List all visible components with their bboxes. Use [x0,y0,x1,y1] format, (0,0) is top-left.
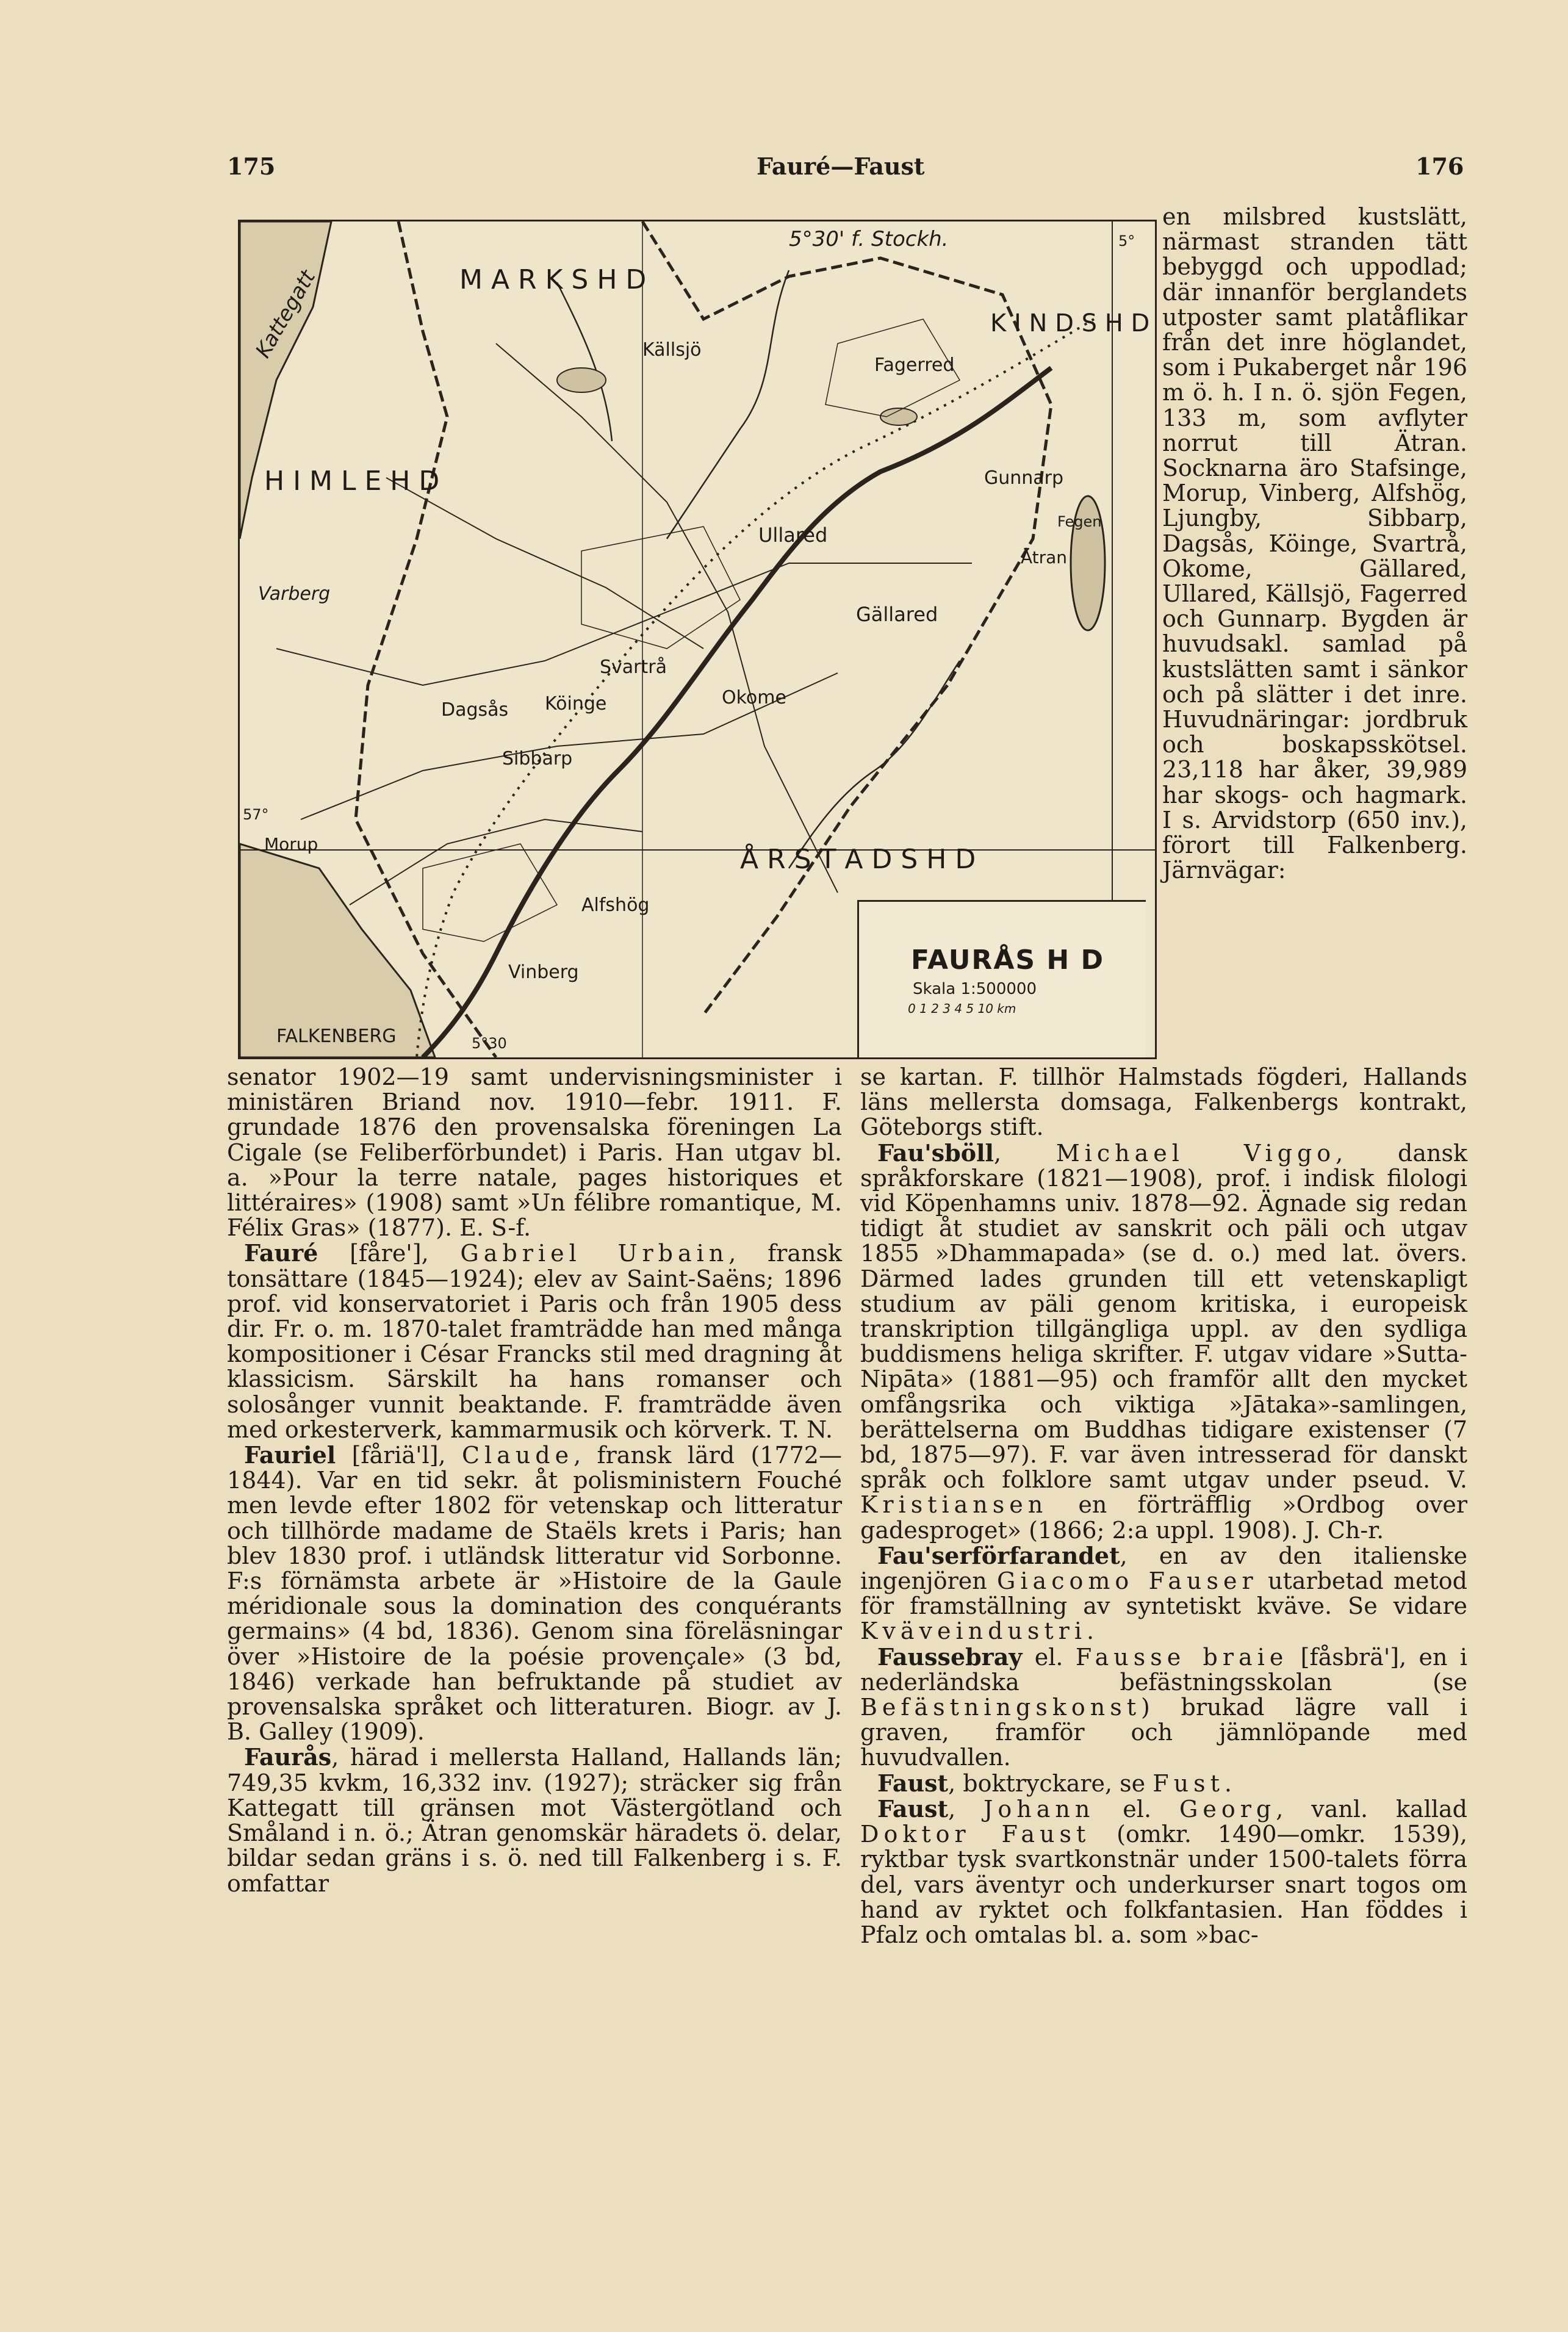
lake [557,368,606,392]
entry-headword: Faussebray [877,1643,1023,1671]
map-label-lon530: 5°30 [472,1035,507,1052]
page-title: Fauré—Faust [757,153,925,180]
fauras-continued-paragraph: en milsbred kustslätt, närmast stranden tätt bebyggd och uppodlad; där innanför berglandets utposter samt platåflikar från det inre höglandet, som i Pukaberget når 196 m ö. h. I n. ö. sjön Fegen, 133 m, som avflyter norrut till Ätran. Socknarna äro Stafsinge, Morup, Vinberg, Alfshög, Ljungby, Sibbarp, Dagsås, Köinge, Svartrå, Okome, Gällared, Ullared, Källsjö, Fagerred och Gunnarp. Bygden är huvudsakl. samlad på kustslätten samt i sänkor och på slätter i det inre. Huvudnäringar: jordbruk och boskapsskötsel. 23,118 har åker, 39,989 har skogs- och hagmark. I s. Arvidstorp (650 inv.), förort till Falkenberg. Järnvägar: [1162,203,1467,884]
entry-faussebray [860,1644,1467,1771]
entry-fauras [227,1744,842,1896]
map-label-koinge: Köinge [545,693,607,714]
road [496,344,838,893]
map-label-fagerred: Fagerred [874,354,955,376]
map-label-okome: Okome [722,687,786,708]
stream [667,270,789,539]
entry-pseudonym: Kristiansen [860,1491,1048,1519]
entry-headword: Faurås [244,1743,332,1771]
map-label-kattegatt: Kattegatt [251,266,321,362]
map-label-lon5: 5° [1118,232,1135,250]
left-column [227,1065,842,1896]
stream [557,283,612,441]
entry-alternate-name: Fausse braie [1075,1643,1289,1671]
entry-headword: Fau'sböll [877,1139,994,1167]
entry-headword: Fauriel [244,1441,336,1469]
entry-cross-reference: Fust [1153,1769,1225,1797]
entry-text-mid: el. [1095,1795,1179,1823]
entry-headword: Fau'serförfarandet [877,1541,1120,1569]
entry-text-end: . [1086,1618,1095,1645]
map-legend [857,900,1146,1057]
map-label-vinberg: Vinberg [508,962,579,983]
entry-nickname: Doktor Faust [860,1821,1091,1848]
entry-cross-reference: Befästningskonst [860,1694,1141,1721]
entry-text: , fransk lärd (1772—1844). Var en tid sekr. åt polisministern Fouché men levde efter 1802 för vetenskap och litteratur och tillhörde madame de Staëls krets i Paris; han blev 1830 prof. i utländsk litteratur vid Sorbonne. F:s förnämsta arbete är »Histoire de la Gaule méridionale sous la domination des conquérants germains» (4 bd, 1836). Genom sina föreläsningar över »Histoire de la poésie provençale» (3 bd, 1846) verkade han befruktande på studiet av provensalska språket och litteraturen. Biogr. av J. B. Galley (1909). [227,1442,842,1746]
map-scale-label: Skala 1:500000 [913,980,1037,998]
map-label-ullared: Ullared [758,524,828,547]
entry-headword: Faust [877,1794,949,1823]
map-label-himle: H I M L E H D [264,466,440,497]
entry-faust [860,1796,1467,1948]
entry-text: , en av den italienske ingenjören [860,1542,1467,1595]
map-label-gallared: Gällared [856,603,938,626]
entry-text-end: . [1224,1769,1232,1797]
road [386,478,703,649]
entry-text: , härad i mellersta Halland, Hallands län; 749,35 kvkm, 16,332 inv. (1927); sträcker sig från Kattegatt till gränsen mot Västergötland och Småland i n. ö.; Ätran genomskär häradets ö. delar, bildar sedan gräns i s. ö. ned till Falkenberg i s. F. omfattar [227,1744,842,1897]
entry-text: , boktryckare, se [948,1769,1153,1797]
map-label-alfshog: Alfshög [581,894,650,916]
map-scale-ticks: 0 1 2 3 4 5 10 km [908,1001,1016,1016]
map-label-top: 5°30' f. Stockh. [789,227,949,251]
entry-text-end: en förträfflig »Ordbog over gadesproget» (1866; 2:a uppl. 1908). J. Ch-r. [860,1491,1467,1544]
entry-person-name: Michael Viggo [1056,1139,1336,1167]
right-page-number: 176 [1415,153,1464,180]
entry-text: , fransk tonsättare (1845—1924); elev av Saint-Saëns; 1896 prof. vid konservatoriet i Paris och från 1905 dess dir. Fr. o. m. 1870-talet framträdde han med många kompositioner i César Francks stil med dragning åt klassicism. Särskilt ha hans romanser och solosånger vunnit beaktande. F. framträdde även med orkesterverk, kammarmusik och körverk. T. N. [227,1240,842,1443]
map-legend-title: FAURÅS H D [911,945,1105,976]
left-page-number: 175 [227,153,276,180]
right-column [860,1065,1467,1948]
entry-headword: Fauré [244,1239,318,1267]
entry-person-name: Claude [461,1442,574,1469]
map-label-kinds: K I N D S H D [990,309,1150,337]
entry-fausboll: Fau'sböll, Michael Viggo, dansk språkforskare (1821—1908), prof. i indisk filologi vid Köpenhamns univ. 1878—92. Ägnade sig redan tidigt åt studiet av sanskrit och päli och utgav 1855 »Dhammapada» (se d. o.) med lat. övers. Därmed lades grunden till ett vetenskapligt studium av päli genom kritiska, i europeisk transkription tillgängliga uppl. av den sydliga buddismens heliga skrifter. F. utgav vidare »Sutta-Nipāta» (1881—95) och framför allt den mycket omfångsrika och viktiga »Jātaka»-samlingen, berättelserna om Buddhas tidigare existenser (7 bd, 1875—97). F. var även intresserad för danskt språk och folklore samt utgav under pseud. V. Kristiansen en förträfflig »Ordbog over gadesproget» (1866; 2:a uppl. 1908). J. Ch-r. [860,1139,1467,1544]
map-label-svartra: Svartrå [600,657,667,678]
fauras-end-paragraph: se kartan. F. tillhör Halmstads fögderi, Hallands läns mellersta domsaga, Falkenbergs kontrakt, Göteborgs stift. [860,1063,1467,1141]
upland-hatch [423,844,557,941]
entry-headword: Faust [877,1769,949,1797]
map-label-varberg: Varberg [258,583,331,605]
entry-text-mid: [fåsbrä'], en i nederländska befästningsskolan (se [860,1643,1467,1696]
entry-pronunciation: [fåriä'l], [336,1442,462,1469]
entry-cross-reference: Kväveindustri [860,1618,1087,1645]
entry-person-name-alt: Georg [1179,1795,1276,1823]
entry-faust-printer [860,1771,1467,1796]
map-label-falkenberg: FALKENBERG [276,1026,397,1047]
entry-faure [227,1240,842,1442]
map-label-morup: Morup [264,834,318,854]
map-label-sibbarp: Sibbarp [502,748,573,769]
stream [789,661,960,868]
map-label-gunnarp: Gunnarp [984,467,1064,489]
entry-person-name: Gabriel Urbain [460,1240,729,1267]
entry-fauriel [227,1442,842,1744]
entry-fauser [860,1543,1467,1644]
entry-text: el. [1022,1643,1076,1671]
entry-person-name: Giacomo Fauser [997,1567,1258,1595]
entry-text-mid2: , vanl. kallad [1276,1795,1467,1823]
map-label-atran: Ätran [1021,547,1068,567]
map-label-fegen: Fegen [1057,513,1102,530]
map-label-marks: M A R K S H D [459,264,647,295]
entry-text-end: ) brukad lägre vall i graven, framför och jämnlöpande med huvudvallen. [860,1694,1467,1771]
map-label-arstad: Å R S T A D S H D [740,844,976,875]
entry-text-mid: utarbetad metod för framställning av syntetiskt kväve. Se vidare [860,1567,1468,1620]
entry-text: , [948,1795,984,1823]
map-label-lat57: 57° [243,806,269,823]
right-top-column [1162,204,1467,883]
map-label-kallsjo: Källsjö [642,339,702,361]
entry-text-end: (omkr. 1490—omkr. 1539), ryktbar tysk svartkonstnär under 1500-talets förra del, vars äventyr och underkurser snart togos om hand av ryktet och folkfantasien. Han föddes i Pfalz och omtalas bl. a. som »bac- [860,1821,1467,1948]
entry-pronunciation: [fåre'], [318,1240,461,1267]
map-label-dagsas: Dagsås [441,699,509,721]
senator-paragraph: senator 1902—19 samt undervisningsminister i ministären Briand nov. 1910—febr. 1911. F. grundade 1876 den provensalska föreningen La Cigale (se Feliberförbundet) i Paris. Han utgav bl. a. »Pour la terre natale, pages historiques et littéraires» (1908) samt »Un félibre romantique, M. Félix Gras» (1877). E. S-f. [227,1063,842,1242]
entry-person-name: Johann [984,1795,1095,1823]
entry-text: , dansk språkforskare (1821—1908), prof. i indisk filologi vid Köpenhamns univ. 1878—92. Ägnade sig redan tidigt åt studiet av sanskrit och päli och utgav 1855 »Dhammapada» (se d. o.) med lat. övers. Därmed lades grunden till ett vetenskapligt studium av päli genom kritiska, i europeisk transkription tillgängliga uppl. av den sydliga buddismens heliga skrifter. F. utgav vidare »Sutta-Nipāta» (1881—95) och framför allt den mycket omfångsrika och viktiga »Jātaka»-samlingen, berättelserna om Buddhas tidigare existenser (7 bd, 1875—97). F. var även intresserad för danskt språk och folklore samt utgav under pseud. V. [860,1139,1467,1494]
